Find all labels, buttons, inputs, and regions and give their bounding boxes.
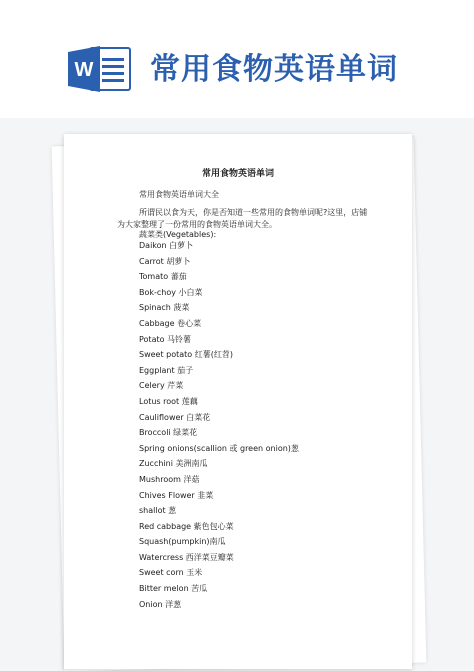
intro-line-2: 为大家整理了一份常用的食物英语单词大全。 [117, 220, 277, 229]
list-item: Carrot 胡萝卜 [139, 256, 191, 266]
list-item: Sweet potato 红薯(红苕) [139, 350, 233, 360]
list-item: Cabbage 卷心菜 [139, 318, 202, 328]
list-item: Broccoli 绿菜花 [139, 428, 198, 438]
document-subtitle: 常用食物英语单词大全 [139, 190, 219, 199]
list-item: shallot 葱 [139, 506, 177, 516]
list-item: Red cabbage 紫色包心菜 [139, 521, 234, 531]
list-item: Eggplant 茄子 [139, 365, 194, 375]
vegetable-list [139, 241, 299, 615]
list-item: Watercress 西洋菜豆瓣菜 [139, 552, 234, 562]
document-title: 常用食物英语单词 [201, 169, 274, 179]
list-item: Spring onions(scallion 或 green onion)葱 [139, 443, 299, 453]
header-banner [0, 0, 474, 118]
list-item: Daikon 白萝卜 [139, 241, 194, 250]
list-item: Potato 马铃薯 [139, 334, 192, 344]
list-item: Mushroom 洋菇 [139, 474, 200, 484]
list-item: Tomato 蕃茄 [139, 272, 187, 282]
list-item: Chives Flower 韭菜 [139, 490, 214, 500]
word-logo-letter: W [74, 59, 94, 81]
list-item: Celery 芹菜 [139, 381, 184, 391]
word-icon [66, 44, 132, 94]
document-page [64, 134, 412, 669]
list-item: Bok-choy 小白菜 [139, 287, 203, 297]
list-item: Onion 洋葱 [139, 599, 182, 609]
section-heading: 蔬菜类(Vegetables): [139, 230, 217, 239]
list-item: Lotus root 莲藕 [139, 396, 198, 406]
list-item: Zucchini 美洲南瓜 [139, 459, 208, 469]
list-item: Spinach 菠菜 [139, 303, 190, 313]
list-item: Squash(pumpkin)南瓜 [139, 537, 226, 547]
banner-title: 常用食物英语单词 [150, 52, 398, 87]
intro-line-1: 所谓民以食为天，你是否知道一些常用的食物单词呢?这里，店铺 [139, 208, 368, 217]
list-item: Sweet corn 玉米 [139, 568, 203, 578]
list-item: Bitter melon 苦瓜 [139, 584, 208, 594]
list-item: Cauliflower 白菜花 [139, 412, 211, 422]
